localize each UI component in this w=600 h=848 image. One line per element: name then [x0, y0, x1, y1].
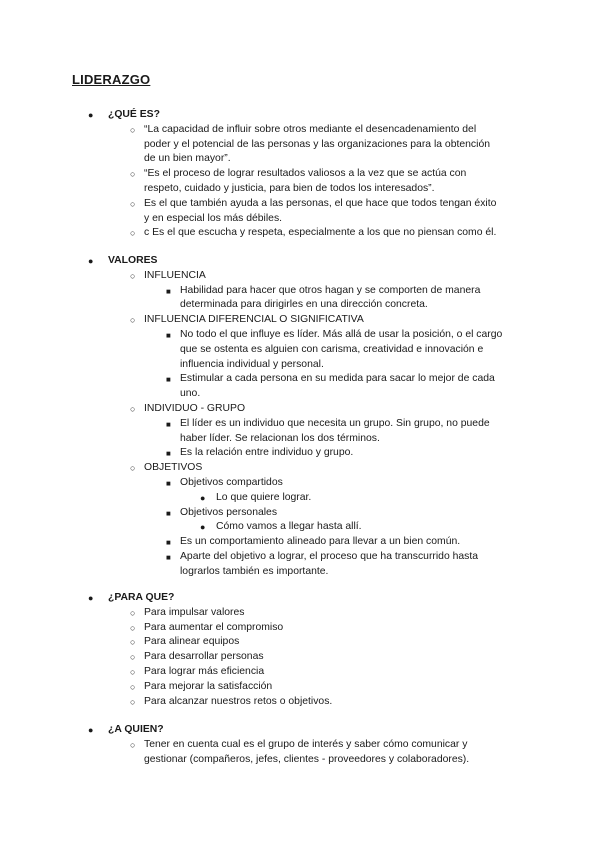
list-item: ■ Es un comportamiento alineado para llevar a un bien común. [92, 535, 552, 550]
hollow-bullet-icon: ○ [130, 607, 136, 618]
square-bullet-icon: ■ [166, 538, 171, 548]
square-bullet-icon: ■ [166, 419, 171, 429]
hollow-bullet-icon: ○ [130, 681, 136, 692]
list-item: ■ Objetivos compartidos [92, 476, 552, 491]
square-bullet-icon: ■ [166, 375, 171, 385]
filled-bullet-icon: ● [88, 725, 94, 735]
list-item: ○ Es el que también ayuda a las personas, el que hace que todos tengan éxito y en especial los más débiles. [130, 197, 497, 224]
subheading-individuo-grupo: ○ INDIVIDUO - GRUPO [92, 402, 552, 417]
list-item: ○ Para mejorar la satisfacción [92, 680, 552, 695]
square-bullet-icon: ■ [166, 449, 171, 459]
hollow-bullet-icon: ○ [130, 169, 136, 180]
list-item: ■ Aparte del objetivo a lograr, el proceso que ha transcurrido hasta lograrlos también es importante. [166, 550, 479, 577]
document-title: LIDERAZGO [72, 72, 151, 87]
heading-valores: ● VALORES [92, 254, 552, 269]
list-item: ■ El líder es un individuo que necesita un grupo. Sin grupo, no puede haber líder. Se relacionan los dos términos. [166, 417, 490, 444]
hollow-bullet-icon: ○ [130, 696, 136, 707]
hollow-bullet-icon: ○ [130, 124, 136, 135]
hollow-bullet-icon: ○ [130, 228, 136, 239]
square-bullet-icon: ■ [166, 552, 171, 562]
square-bullet-icon: ■ [166, 508, 171, 518]
square-bullet-icon: ■ [166, 330, 171, 340]
list-item: ■ Habilidad para hacer que otros hagan y se comporten de manera determinada para dirigirles en una dirección concreta. [166, 284, 481, 311]
section-para-que [88, 591, 552, 709]
section-a-quien [88, 723, 552, 767]
subheading-influencia: ○ INFLUENCIA [92, 269, 552, 284]
list-item: ○ “La capacidad de influir sobre otros mediante el desencadenamiento del poder y el potencial de las personas y las organizaciones para la obtención de un bien mayor”. [130, 123, 490, 165]
section-que-es [88, 108, 552, 241]
subheading-influencia-diferencial: ○ INFLUENCIA DIFERENCIAL O SIGNIFICATIVA [92, 313, 552, 328]
square-bullet-icon: ■ [166, 286, 171, 296]
list-item: ○ Para alinear equipos [92, 635, 552, 650]
list-item: ● Lo que quiere lograr. [92, 491, 552, 506]
list-item: ○ “Es el proceso de lograr resultados valiosos a la vez que se actúa con respeto, cuidado y justicia, para bien de todos los interesados”. [130, 168, 467, 194]
square-bullet-icon: ■ [166, 478, 171, 488]
list-item: ■ Estimular a cada persona en su medida para sacar lo mejor de cada uno. [166, 373, 495, 400]
hollow-bullet-icon: ○ [130, 270, 136, 281]
filled-bullet-icon: ● [88, 593, 94, 603]
list-item: ○ Para impulsar valores [92, 606, 552, 621]
hollow-bullet-icon: ○ [130, 739, 136, 750]
heading-para-que: ● ¿PARA QUE? [92, 591, 552, 606]
filled-bullet-icon: ● [200, 492, 206, 503]
hollow-bullet-icon: ○ [130, 315, 136, 326]
heading-que-es: ● ¿QUÉ ES? [92, 108, 552, 123]
list-item: ■ No todo el que influye es líder. Más allá de usar la posición, o el cargo que se ostenta es alguien con carisma, creatividad e innovación e influencia individual y personal. [166, 328, 503, 370]
hollow-bullet-icon: ○ [130, 652, 136, 663]
list-item: ■ Es la relación entre individuo y grupo. [92, 446, 552, 461]
filled-bullet-icon: ● [88, 110, 94, 120]
list-item: ■ Objetivos personales [92, 506, 552, 521]
list-item: ○ Para desarrollar personas [92, 650, 552, 665]
list-item: ○ Tener en cuenta cual es el grupo de interés y saber cómo comunicar y gestionar (compañeros, jefes, clientes - proveedores y colaboradores). [130, 738, 470, 765]
hollow-bullet-icon: ○ [130, 666, 136, 677]
heading-a-quien: ● ¿A QUIEN? [92, 723, 552, 738]
hollow-bullet-icon: ○ [130, 463, 136, 474]
hollow-bullet-icon: ○ [130, 622, 136, 633]
list-item: ○ Para aumentar el compromiso [92, 621, 552, 636]
list-item: ○ Para alcanzar nuestros retos o objetivos. [92, 695, 552, 710]
subheading-objetivos: ○ OBJETIVOS [92, 461, 552, 476]
hollow-bullet-icon: ○ [130, 198, 136, 209]
hollow-bullet-icon: ○ [130, 637, 136, 648]
hollow-bullet-icon: ○ [130, 403, 136, 414]
filled-bullet-icon: ● [88, 256, 94, 266]
section-valores [88, 254, 552, 580]
list-item: ○ Para lograr más eficiencia [92, 665, 552, 680]
list-item: ○ c Es el que escucha y respeta, especialmente a los que no piensan como él. [92, 226, 552, 241]
filled-bullet-icon: ● [200, 522, 206, 533]
list-item: ● Cómo vamos a llegar hasta allí. [92, 520, 552, 535]
